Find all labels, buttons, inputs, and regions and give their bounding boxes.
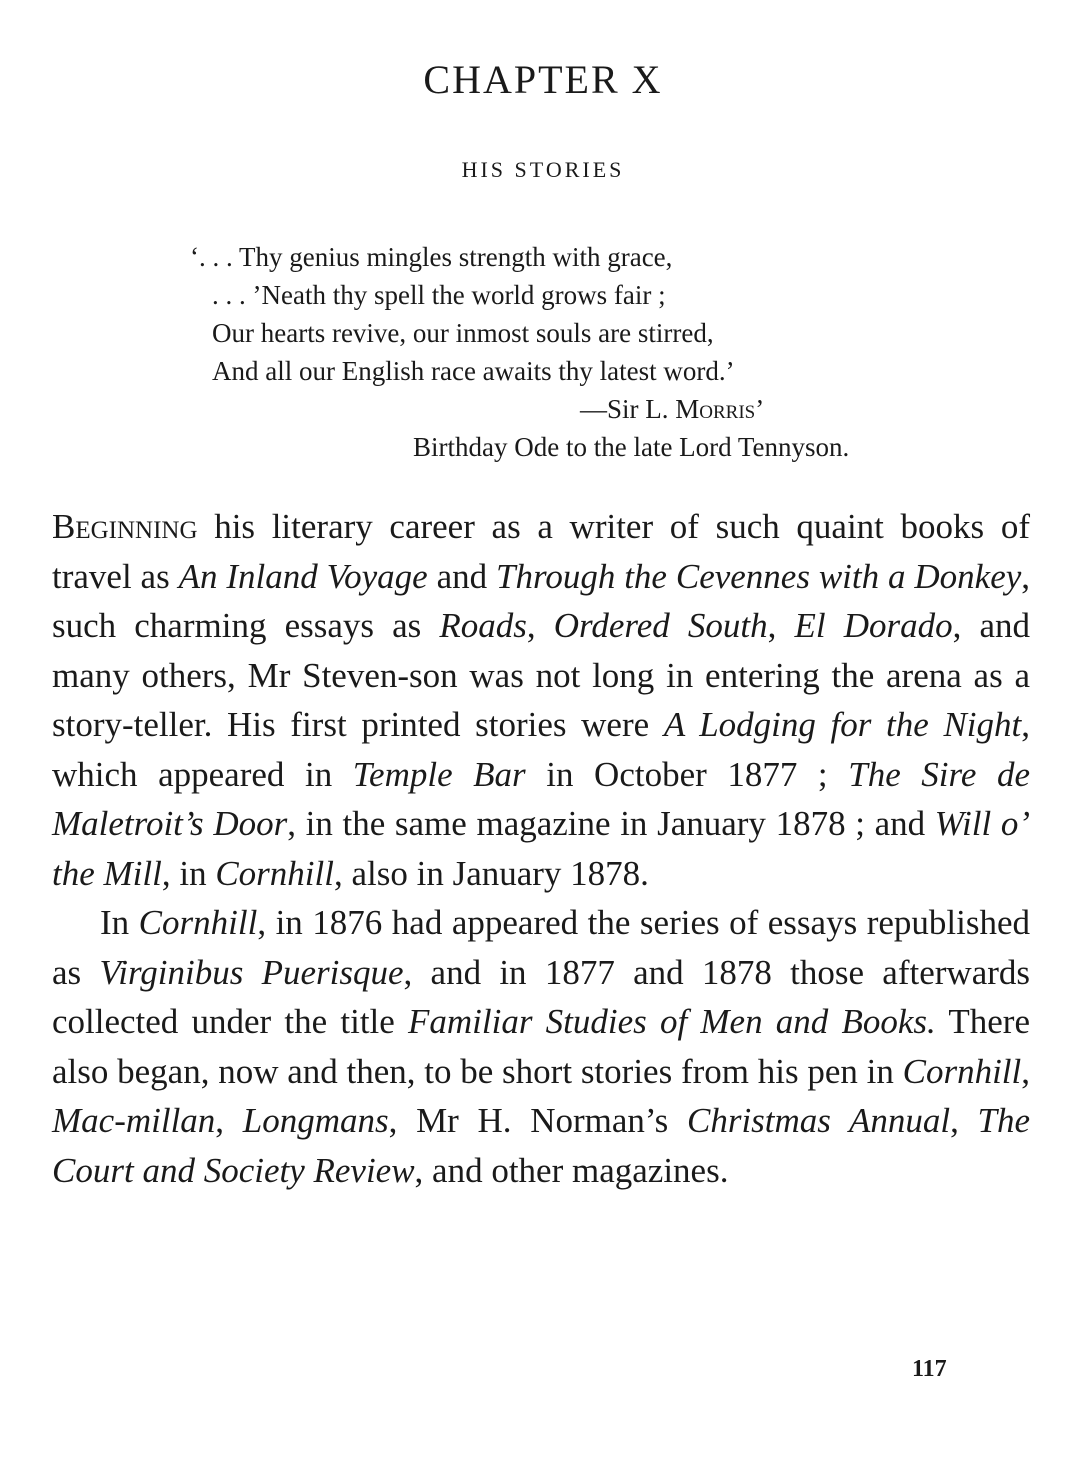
text-run: his literary career as a writer of such quaint books of travel as <box>52 507 1030 596</box>
italic-title: Will o’ the Mill <box>52 804 1030 893</box>
italic-title: An Inland Voyage <box>178 556 428 596</box>
epigraph-attribution <box>580 390 764 428</box>
text-run: There also began, now and then, to be short stories from his pen in <box>52 1002 1030 1091</box>
italic-title: Virginibus Puerisque <box>99 952 404 992</box>
text-run: , <box>767 606 795 645</box>
epigraph-line: ‘. . . Thy genius mingles strength with grace, <box>190 242 673 272</box>
text-run: , which appeared in <box>52 705 1031 794</box>
italic-title: Ordered South <box>553 606 768 645</box>
text-run: , <box>1021 1051 1030 1091</box>
italic-title: Familiar Studies of Men and Books. <box>408 1002 936 1041</box>
text-run: , also in January 1878. <box>333 853 649 893</box>
epigraph-source: Birthday Ode to the late Lord Tennyson. <box>413 432 850 462</box>
italic-title: Christmas Annual <box>686 1101 951 1140</box>
italic-title: Cornhill <box>902 1051 1022 1091</box>
attribution-name: Morris’ <box>675 394 765 424</box>
text-run: , in <box>161 853 216 893</box>
text-run: , in 1876 had appeared the series of essays republished as <box>52 903 1031 992</box>
paragraph <box>52 502 1030 898</box>
text-run: , Mr H. Norman’s <box>388 1101 687 1140</box>
text-run: , such charming essays as <box>52 556 1031 645</box>
italic-title: Mac-millan <box>52 1101 216 1140</box>
epigraph-line: . . . ’Neath thy spell the world grows fair ; <box>212 280 666 310</box>
italic-title: Cornhill <box>215 853 334 893</box>
italic-title: The Court and Society Review <box>52 1101 1031 1190</box>
italic-title: El Dorado <box>794 606 953 645</box>
attribution-prefix: —Sir L. <box>580 394 676 424</box>
italic-title: Through the Cevennes with a Donkey <box>496 556 1022 596</box>
italic-title: Longmans <box>242 1101 389 1140</box>
paragraph-lead-in: Beginning <box>52 507 198 546</box>
italic-title: Roads <box>439 606 527 645</box>
chapter-title: CHAPTER X <box>423 57 663 102</box>
text-run: , and many others, Mr Steven-son was not long in entering the arena as a story-teller. His first printed stories were <box>52 606 1031 744</box>
text-run: , <box>215 1101 243 1140</box>
italic-title: Temple Bar <box>352 754 526 794</box>
text-run: , and in 1877 and 1878 those afterwards collected under the title <box>52 952 1031 1041</box>
text-run: In <box>100 903 139 942</box>
epigraph-line: And all our English race awaits thy latest word.’ <box>212 356 735 386</box>
text-run: , <box>526 606 554 645</box>
page-number: 117 <box>912 1356 947 1382</box>
text-run: in October 1877 ; <box>525 754 849 794</box>
text-run: , and other magazines. <box>414 1150 729 1190</box>
chapter-subtitle: HIS STORIES <box>461 157 625 182</box>
italic-title: Cornhill <box>138 903 258 942</box>
body-text <box>52 502 1030 1195</box>
text-run: , <box>950 1101 978 1140</box>
text-run: , in the same magazine in January 1878 ; and <box>287 804 935 843</box>
italic-title: A Lodging for the Night <box>663 705 1022 744</box>
italic-title: The Sire de Maletroit’s Door <box>52 754 1030 843</box>
epigraph-line: Our hearts revive, our inmost souls are stirred, <box>212 318 714 348</box>
text-run: and <box>427 556 497 596</box>
paragraph <box>52 898 1030 1195</box>
